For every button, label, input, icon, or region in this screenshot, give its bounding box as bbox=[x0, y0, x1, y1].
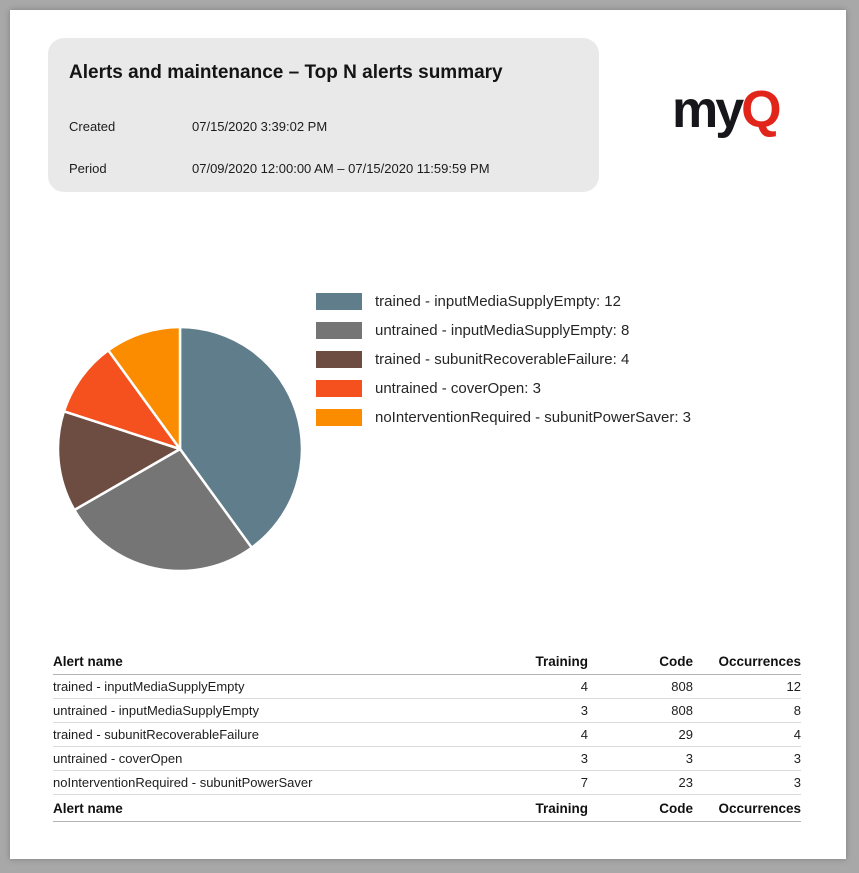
footer-header-code: Code bbox=[588, 795, 693, 822]
table-body bbox=[53, 675, 801, 795]
cell-alert-name: untrained - coverOpen bbox=[53, 747, 483, 771]
legend-item bbox=[316, 345, 691, 374]
column-header-occurrences: Occurrences bbox=[693, 648, 801, 675]
footer-header-alert-name: Alert name bbox=[53, 795, 483, 822]
cell-code: 23 bbox=[588, 771, 693, 795]
legend-item bbox=[316, 316, 691, 345]
legend-label: trained - subunitRecoverableFailure: 4 bbox=[375, 351, 630, 368]
table-header-row bbox=[53, 648, 801, 675]
alerts-table bbox=[53, 648, 801, 822]
period-row bbox=[69, 161, 490, 176]
cell-code: 29 bbox=[588, 723, 693, 747]
cell-occurrences: 3 bbox=[693, 747, 801, 771]
legend-label: untrained - inputMediaSupplyEmpty: 8 bbox=[375, 322, 630, 339]
cell-alert-name: trained - inputMediaSupplyEmpty bbox=[53, 675, 483, 699]
created-value: 07/15/2020 3:39:02 PM bbox=[192, 119, 328, 134]
period-value: 07/09/2020 12:00:00 AM – 07/15/2020 11:59:59 PM bbox=[192, 161, 490, 176]
cell-occurrences: 4 bbox=[693, 723, 801, 747]
column-header-training: Training bbox=[483, 648, 588, 675]
column-header-alert-name: Alert name bbox=[53, 648, 483, 675]
cell-training: 4 bbox=[483, 723, 588, 747]
cell-training: 4 bbox=[483, 675, 588, 699]
myq-logo bbox=[672, 81, 779, 139]
table-footer-row bbox=[53, 795, 801, 822]
table-row bbox=[53, 699, 801, 723]
logo-my-text: my bbox=[672, 81, 742, 139]
table-row bbox=[53, 675, 801, 699]
table-header bbox=[53, 648, 801, 675]
legend-swatch-1 bbox=[316, 322, 362, 339]
report-page bbox=[10, 10, 846, 859]
legend-item bbox=[316, 374, 691, 403]
created-row bbox=[69, 119, 327, 134]
cell-alert-name: untrained - inputMediaSupplyEmpty bbox=[53, 699, 483, 723]
cell-code: 808 bbox=[588, 675, 693, 699]
table-row bbox=[53, 747, 801, 771]
cell-occurrences: 3 bbox=[693, 771, 801, 795]
cell-occurrences: 8 bbox=[693, 699, 801, 723]
logo-q-text: Q bbox=[741, 81, 779, 139]
legend-label: untrained - coverOpen: 3 bbox=[375, 380, 541, 397]
page-title: Alerts and maintenance – Top N alerts summary bbox=[69, 62, 503, 83]
legend-swatch-4 bbox=[316, 409, 362, 426]
period-label: Period bbox=[69, 161, 107, 176]
cell-training: 7 bbox=[483, 771, 588, 795]
cell-alert-name: noInterventionRequired - subunitPowerSaver bbox=[53, 771, 483, 795]
column-header-code: Code bbox=[588, 648, 693, 675]
cell-code: 3 bbox=[588, 747, 693, 771]
chart-legend bbox=[316, 287, 691, 432]
cell-alert-name: trained - subunitRecoverableFailure bbox=[53, 723, 483, 747]
legend-swatch-3 bbox=[316, 380, 362, 397]
footer-header-training: Training bbox=[483, 795, 588, 822]
pie-chart-svg bbox=[54, 323, 306, 575]
legend-item bbox=[316, 403, 691, 432]
legend-swatch-2 bbox=[316, 351, 362, 368]
pie-chart bbox=[54, 323, 306, 575]
cell-training: 3 bbox=[483, 747, 588, 771]
cell-code: 808 bbox=[588, 699, 693, 723]
legend-label: noInterventionRequired - subunitPowerSaver: 3 bbox=[375, 409, 692, 426]
legend-swatch-0 bbox=[316, 293, 362, 310]
table-footer bbox=[53, 795, 801, 822]
report-header-box bbox=[48, 38, 599, 192]
table-row bbox=[53, 723, 801, 747]
table-row bbox=[53, 771, 801, 795]
legend-label: trained - inputMediaSupplyEmpty: 12 bbox=[375, 293, 621, 310]
cell-occurrences: 12 bbox=[693, 675, 801, 699]
footer-header-occurrences: Occurrences bbox=[693, 795, 801, 822]
legend-item bbox=[316, 287, 691, 316]
cell-training: 3 bbox=[483, 699, 588, 723]
created-label: Created bbox=[69, 119, 116, 134]
